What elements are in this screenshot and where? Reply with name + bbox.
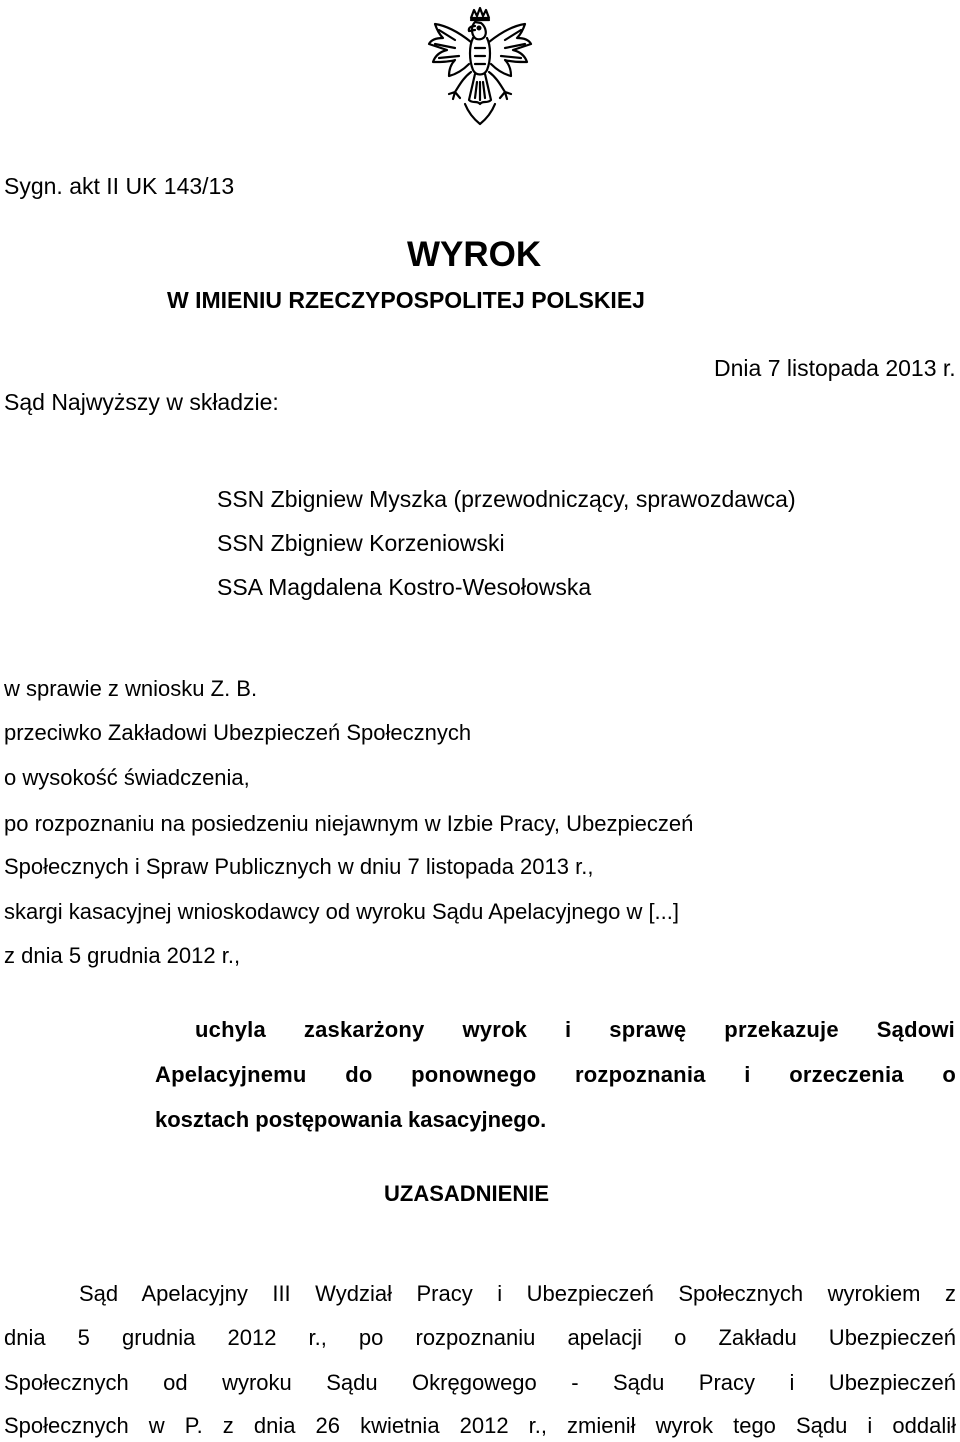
judge-item: SSA Magdalena Kostro-Wesołowska: [217, 574, 592, 600]
justification-line: Społecznych w P. z dnia 26 kwietnia 2012 r., zmienił wyrok tego Sądu i oddalił: [4, 1413, 956, 1438]
judge-item: SSN Zbigniew Korzeniowski: [217, 530, 505, 556]
justification-line: Społecznych od wyroku Sądu Okręgowego - Sądu Pracy i Ubezpieczeń: [4, 1370, 956, 1395]
case-line: w sprawie z wniosku Z. B.: [4, 676, 258, 701]
justification-line: dnia 5 grudnia 2012 r., po rozpoznaniu apelacji o Zakładu Ubezpieczeń: [4, 1325, 956, 1350]
judge-item: SSN Zbigniew Myszka (przewodniczący, sprawozdawca): [217, 486, 796, 512]
case-signature: Sygn. akt II UK 143/13: [4, 173, 235, 199]
case-line: przeciwko Zakładowi Ubezpieczeń Społecznych: [4, 720, 472, 745]
verdict-line: uchyla zaskarżony wyrok i sprawę przekazuje Sądowi: [195, 1017, 955, 1042]
document-subtitle: W IMIENIU RZECZYPOSPOLITEJ POLSKIEJ: [167, 287, 645, 313]
case-line: o wysokość świadczenia,: [4, 765, 250, 790]
case-line: po rozpoznaniu na posiedzeniu niejawnym w Izbie Pracy, Ubezpieczeń: [4, 811, 694, 836]
case-line: z dnia 5 grudnia 2012 r.,: [4, 943, 241, 968]
verdict-line: Apelacyjnemu do ponownego rozpoznania i orzeczenia o: [155, 1062, 956, 1087]
document-title: WYROK: [407, 235, 542, 274]
verdict-line: kosztach postępowania kasacyjnego.: [155, 1107, 547, 1132]
case-line: skargi kasacyjnej wnioskodawcy od wyroku Sądu Apelacyjnego w [...]: [4, 899, 680, 924]
judgment-date: Dnia 7 listopada 2013 r.: [714, 355, 956, 381]
case-line: Społecznych i Spraw Publicznych w dniu 7 listopada 2013 r.,: [4, 854, 594, 879]
justification-heading: UZASADNIENIE: [384, 1181, 550, 1206]
polish-eagle-emblem: [425, 4, 535, 129]
justification-line: Sąd Apelacyjny III Wydział Pracy i Ubezpieczeń Społecznych wyrokiem z: [79, 1281, 956, 1306]
composition-label: Sąd Najwyższy w składzie:: [4, 389, 279, 415]
